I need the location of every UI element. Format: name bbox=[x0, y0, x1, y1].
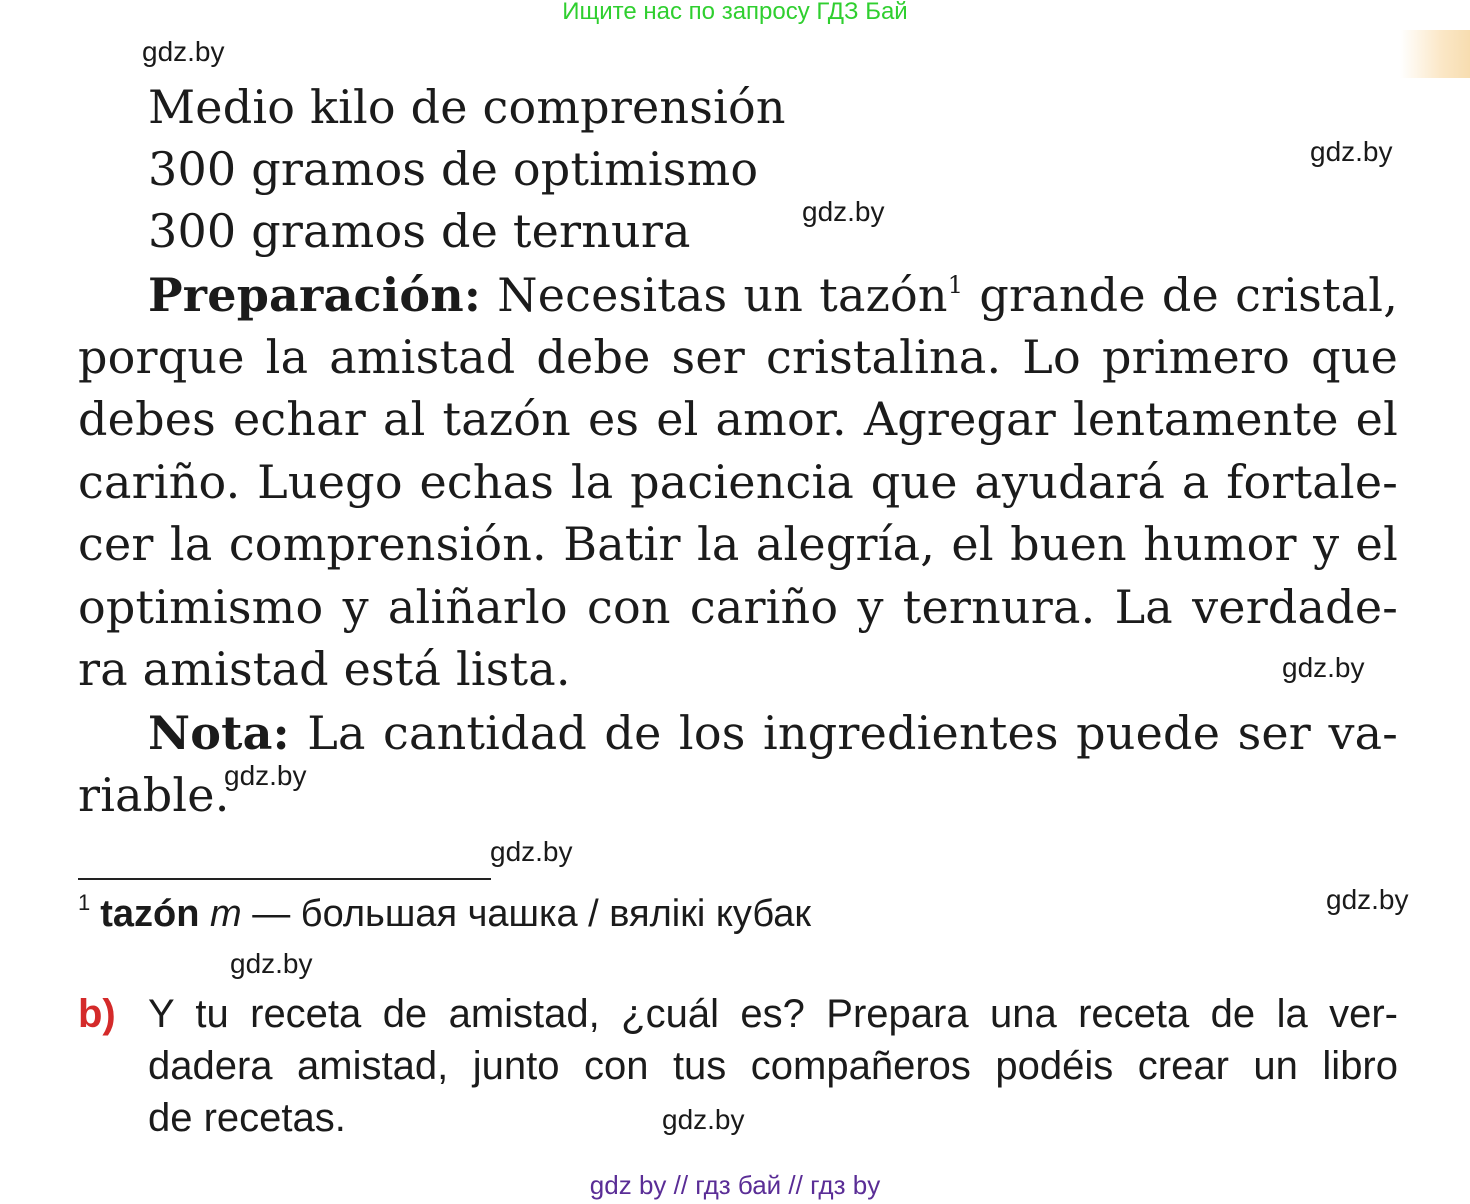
task-line: Y tu receta de amistad, ¿cuál es? Prepara una receta de la ver- bbox=[148, 992, 1398, 1036]
page-corner-tab bbox=[1400, 30, 1470, 78]
footnote-number: 1 bbox=[78, 890, 91, 915]
footnote-term: tazón bbox=[100, 893, 200, 935]
preparation-line: cariño. Luego echas la paciencia que ayudará a fortale- bbox=[78, 455, 1398, 509]
preparation-label: Preparación: bbox=[148, 268, 482, 322]
task-line: de recetas. bbox=[148, 1096, 346, 1140]
preparation-line: optimismo y aliñarlo con cariño y ternura. La verdade- bbox=[78, 580, 1398, 634]
watermark: gdz.by bbox=[224, 760, 307, 791]
note-line: riable. bbox=[78, 768, 230, 822]
note-text: La cantidad de los ingredientes puede ser va- bbox=[307, 706, 1398, 760]
footer-links: gdz by // гдз бай // гдз by bbox=[589, 1170, 881, 1200]
task-letter: b) bbox=[78, 992, 116, 1036]
footnote-grammar: m bbox=[210, 893, 242, 935]
watermark: gdz.by bbox=[1326, 884, 1409, 915]
preparation-text: Necesitas un tazón bbox=[497, 268, 948, 322]
note-first-line bbox=[148, 706, 1398, 760]
watermark: gdz.by bbox=[490, 836, 573, 867]
watermark: gdz.by bbox=[662, 1104, 745, 1135]
ingredient-line: 300 gramos de ternura bbox=[148, 204, 691, 258]
preparation-text: grande de cristal, bbox=[979, 268, 1399, 322]
footnote-definition: — большая чашка / вялікі кубак bbox=[252, 893, 811, 935]
task-line: dadera amistad, junto con tus compañeros podéis crear un libro bbox=[148, 1044, 1398, 1088]
preparation-line: debes echar al tazón es el amor. Agregar lentamente el bbox=[78, 392, 1398, 446]
ingredient-line: Medio kilo de comprensión bbox=[148, 80, 786, 134]
footnote-marker: 1 bbox=[947, 271, 964, 299]
footnote bbox=[78, 890, 811, 936]
ingredient-line: 300 gramos de optimismo bbox=[148, 142, 759, 196]
preparation-line: ra amistad está lista. bbox=[78, 642, 571, 696]
footnote-divider bbox=[78, 878, 491, 880]
note-label: Nota: bbox=[148, 706, 290, 760]
preparation-line: cer la comprensión. Batir la alegría, el buen humor y el bbox=[78, 517, 1398, 571]
watermark: gdz.by bbox=[802, 196, 885, 227]
watermark: gdz.by bbox=[142, 36, 225, 67]
preparation-first-line bbox=[148, 268, 1398, 322]
watermark: gdz.by bbox=[1310, 136, 1393, 167]
watermark: gdz.by bbox=[230, 948, 313, 979]
top-banner: Ищите нас по запросу ГДЗ Бай bbox=[562, 0, 908, 25]
watermark: gdz.by bbox=[1282, 652, 1365, 683]
preparation-line: porque la amistad debe ser cristalina. Lo primero que bbox=[78, 330, 1398, 384]
